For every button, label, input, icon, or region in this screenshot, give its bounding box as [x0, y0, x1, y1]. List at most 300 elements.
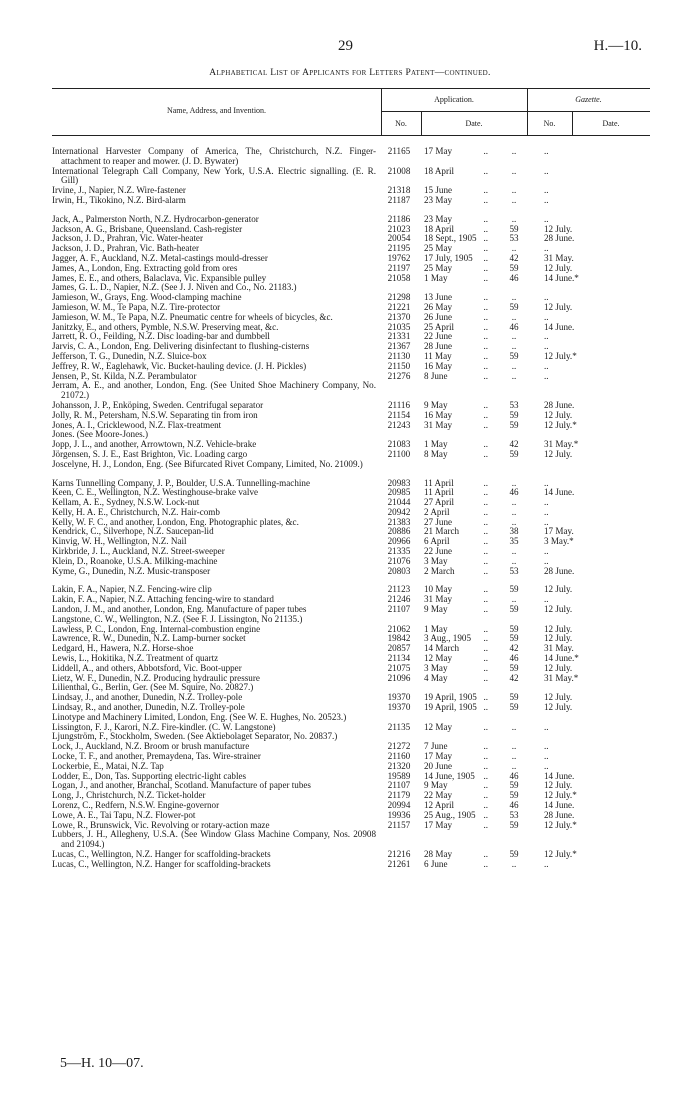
applicant-entry	[52, 567, 382, 577]
application-date-value: 3 May	[424, 555, 448, 566]
application-date	[416, 567, 492, 577]
applicant-entry-text: Jones. (See Moore-Jones.)	[52, 429, 148, 440]
applicant-entry	[52, 147, 382, 167]
gazette-number-value: 59	[509, 633, 519, 644]
leader-dots: ..	[483, 311, 488, 322]
application-date-value: 12 May	[424, 721, 453, 732]
application-number-value: 19589	[387, 770, 411, 781]
applicant-row	[52, 167, 650, 187]
application-date-value: 27 June	[424, 516, 453, 527]
gazette-number-value: 46	[509, 770, 519, 781]
application-number-value: 20966	[387, 536, 411, 547]
application-number-value: 20983	[387, 477, 411, 488]
application-number-value: 21331	[387, 331, 411, 342]
applicant-entry-text: Karns Tunnelling Company, J. P., Boulder, U.S.A. Tunnelling-machine	[52, 477, 310, 488]
gazette-number	[492, 147, 536, 157]
application-date-value: 17 July, 1905	[424, 252, 473, 263]
application-date-value: 12 April	[424, 800, 455, 810]
gazette-date-value: ..	[544, 341, 549, 352]
applicant-entry-text: Lietz, W. F., Dunedin, N.Z. Producing hydraulic pressure	[52, 672, 260, 683]
application-number-value: 21130	[387, 350, 411, 361]
application-date-value: 4 May	[424, 672, 448, 683]
gazette-number-value: 46	[509, 272, 519, 283]
gazette-number-value: 42	[509, 643, 519, 654]
applicant-entry-text: Jack, A., Palmerston North, N.Z. Hydrocarbon-generator	[52, 213, 259, 224]
application-date	[416, 167, 492, 177]
applicant-entry	[52, 196, 382, 206]
application-date-value: 27 April	[424, 497, 455, 508]
leader-dots: ..	[483, 243, 488, 254]
gazette-number	[492, 196, 536, 206]
application-date-value: 31 May	[424, 594, 453, 605]
header-bottom-rule	[52, 135, 650, 136]
application-date-value: 25 April	[424, 321, 455, 332]
gazette-number	[492, 372, 536, 382]
gazette-number-value: 59	[509, 662, 519, 673]
gazette-no-header: No.	[543, 119, 556, 128]
gazette-date	[536, 450, 612, 460]
applicant-entry-text: Lissington, F. J., Karori, N.Z. Fire-kindler. (C. W. Langstone)	[52, 721, 276, 732]
gazette-number-value: 59	[509, 604, 519, 615]
gazette-date-value: 12 July.	[544, 409, 573, 420]
leader-dots: ..	[483, 858, 488, 869]
application-date	[416, 147, 492, 157]
application-date-value: 14 June, 1905	[424, 770, 475, 781]
application-date-value: 1 May	[424, 623, 448, 634]
application-number	[382, 147, 416, 157]
gazette-number	[492, 167, 536, 177]
application-date-value: 8 June	[424, 370, 448, 381]
application-date-value: 22 June	[424, 546, 453, 557]
leader-dots: ..	[483, 721, 488, 732]
leader-dots: ..	[483, 741, 488, 752]
application-date-value: 2 March	[424, 565, 455, 576]
application-date	[416, 605, 492, 615]
gazette-number-value: 46	[509, 653, 519, 664]
application-date-value: 2 April	[424, 506, 450, 517]
gazette-date-value: ..	[544, 331, 549, 342]
application-date-value: 28 May	[424, 848, 453, 859]
application-number-value: 20994	[387, 800, 411, 810]
applicant-row	[52, 196, 650, 206]
application-date-value: 1 May	[424, 272, 448, 283]
application-column-header: Application.	[434, 95, 474, 104]
application-date	[416, 372, 492, 382]
application-number	[382, 703, 416, 713]
gazette-date-value: 28 June.	[544, 233, 575, 244]
application-number-value: 21272	[387, 741, 411, 752]
gazette-number-value: 59	[509, 448, 519, 459]
applicant-entry-text: Long, J., Christchurch, N.Z. Ticket-holder	[52, 790, 206, 801]
applicant-entry	[52, 860, 382, 870]
gazette-date-value: ..	[544, 497, 549, 508]
applicant-entry-text: Lucas, C., Wellington, N.Z. Hanger for scaffolding-brackets	[52, 848, 271, 859]
leader-dots: ..	[483, 780, 488, 791]
gazette-number-value: ..	[511, 751, 517, 762]
applicant-row	[52, 830, 650, 850]
applicant-entry-text: Johansson, J. P., Enköping, Sweden. Centrifugal separator	[52, 399, 264, 410]
application-date-value: 15 June	[424, 185, 453, 196]
application-date-value: 11 May	[424, 350, 452, 361]
application-number-value: 21160	[387, 751, 411, 762]
application-number-value: 21008	[387, 165, 411, 176]
application-number-value: 19936	[387, 809, 411, 820]
gazette-date-value: 31 May.	[544, 643, 574, 654]
gazette-number-value: 59	[509, 301, 519, 312]
application-number-value: 21157	[387, 819, 411, 830]
application-date-value: 20 June	[424, 760, 453, 771]
gazette-date	[536, 196, 612, 206]
name-column-header: Name, Address, and Invention.	[166, 106, 267, 115]
applicant-entry-text: Kinvig, W. H., Wellington, N.Z. Nail	[52, 536, 187, 547]
application-number-value: 21083	[387, 439, 411, 450]
application-number-value: 20054	[387, 233, 411, 244]
application-number	[382, 674, 416, 684]
leader-dots: ..	[483, 439, 488, 450]
gazette-number-value: 53	[509, 809, 519, 820]
gazette-number-value: ..	[511, 477, 517, 488]
application-number-value: 21187	[387, 194, 411, 205]
applicant-entry-text: Kirkbride, J. L., Auckland, N.Z. Street-sweeper	[52, 546, 225, 557]
applicant-entry-text: Lowe, R., Brunswick, Vic. Revolving or rotary-action maze	[52, 819, 270, 830]
application-date-value: 25 May	[424, 243, 453, 254]
application-date	[416, 723, 492, 733]
applicant-list	[52, 147, 650, 870]
application-date-value: 23 May	[424, 194, 453, 205]
applicant-entry	[52, 460, 382, 470]
application-date-value: 26 May	[424, 301, 453, 312]
gazette-date-value: 28 June.	[544, 809, 575, 820]
gazette-date-value: 12 July.	[544, 702, 573, 713]
application-number	[382, 450, 416, 460]
gazette-number-value: ..	[511, 858, 517, 869]
application-date-value: 9 May	[424, 780, 448, 791]
application-date-value: 1 May	[424, 439, 448, 450]
applicant-entry-text: James, E. E., and others, Balaclava, Vic. Expansible pulley	[52, 272, 267, 283]
leader-dots: ..	[483, 672, 488, 683]
applicant-entry-text: Jackson, J. D., Prahran, Vic. Bath-heater	[52, 243, 200, 254]
leader-dots: ..	[483, 301, 488, 312]
application-number-value: 19370	[387, 692, 411, 703]
application-number-value: 21367	[387, 341, 411, 352]
leader-dots: ..	[483, 526, 488, 537]
applicant-entry	[52, 167, 382, 187]
gazette-number-value: ..	[511, 741, 517, 752]
gazette-date-value: 14 June.	[544, 321, 575, 332]
applicant-entry-text: Jackson, A. G., Brisbane, Queensland. Cash-register	[52, 223, 243, 234]
application-date-value: 9 May	[424, 399, 448, 410]
gazette-number-value: 53	[509, 565, 519, 576]
leader-dots: ..	[483, 185, 488, 196]
gazette-number-value: 59	[509, 780, 519, 791]
application-number-value: 21075	[387, 662, 411, 673]
application-date-value: 9 May	[424, 604, 448, 615]
applicant-entry-text: Janitzky, E., and others, Pymble, N.S.W. Preserving meat, &c.	[52, 321, 279, 332]
gazette-date	[536, 821, 612, 831]
gazette-date-value: ..	[544, 185, 549, 196]
application-date	[416, 274, 492, 284]
gazette-date-value: ..	[544, 360, 549, 371]
gazette-number-value: ..	[511, 370, 517, 381]
leader-dots: ..	[483, 487, 488, 498]
gazette-date-value: 12 July.	[544, 662, 573, 673]
application-number-value: 21318	[387, 185, 411, 196]
leader-dots: ..	[483, 751, 488, 762]
application-date	[416, 674, 492, 684]
gazette-number-value: 59	[509, 419, 519, 430]
applicant-entry-text: Lewis, L., Hokitika, N.Z. Treatment of quartz	[52, 653, 219, 664]
gazette-date	[536, 372, 612, 382]
applicant-row	[52, 460, 650, 470]
application-date-value: 3 Aug., 1905	[424, 633, 471, 644]
application-date-value: 14 March	[424, 643, 460, 654]
application-date-value: 21 March	[424, 526, 460, 537]
applicant-entry-text: Jerram, A. E., and another, London, Eng. (See United Shoe Machinery Company, No. 21072.)	[52, 380, 376, 401]
gazette-date-value: 14 June.	[544, 487, 575, 498]
gazette-date-value: 12 July.	[544, 780, 573, 791]
application-date-value: 18 Sept., 1905	[424, 233, 477, 244]
applicant-row	[52, 147, 650, 167]
leader-dots: ..	[483, 555, 488, 566]
application-number-value: 21107	[387, 780, 411, 791]
gazette-date-value: ..	[544, 721, 549, 732]
applicant-entry-text: Lawless, P. C., London, Eng. Internal-combustion engine	[52, 623, 261, 634]
applicant-entry-text: Jamieson, W. M., Te Papa, N.Z. Tire-protector	[52, 301, 221, 312]
gazette-date-value: 14 June.*	[544, 272, 579, 283]
applicant-entry-text: Irwin, H., Tikokino, N.Z. Bird-alarm	[52, 194, 186, 205]
gazette-date-header: Date.	[602, 119, 620, 128]
list-title: Alphabetical List of Applicants for Letters Patent—continued.	[209, 68, 491, 78]
applicant-entry-text: Jolly, R. M., Petersham, N.S.W. Separating tin from iron	[52, 409, 258, 420]
gazette-number	[492, 703, 536, 713]
leader-dots: ..	[483, 809, 488, 820]
applicant-entry-text: Lodder, E., Don, Tas. Supporting electric-light cables	[52, 770, 247, 781]
application-number-value: 21100	[387, 448, 411, 459]
leader-dots: ..	[483, 516, 488, 527]
gazette-number-value: ..	[511, 516, 517, 527]
leader-dots: ..	[483, 360, 488, 371]
application-date-value: 26 June	[424, 311, 453, 322]
application-date-value: 7 June	[424, 741, 448, 752]
application-date-value: 16 May	[424, 409, 453, 420]
application-date-value: 11 April	[424, 487, 454, 498]
applicant-entry-text: Jackson, J. D., Prahran, Vic. Water-heater	[52, 233, 203, 244]
application-date-value: 18 April	[424, 223, 455, 234]
application-number	[382, 421, 416, 431]
gazette-number-value: ..	[511, 497, 517, 508]
application-date-value: 25 Aug., 1905	[424, 809, 476, 820]
leader-dots: ..	[483, 194, 488, 205]
applicant-entry-text: Jörgensen, S. J. E., East Brighton, Vic. Loading cargo	[52, 448, 248, 459]
application-number	[382, 196, 416, 206]
application-number-value: 20942	[387, 506, 411, 517]
gazette-number-value: 59	[509, 350, 519, 361]
application-date-value: 28 June	[424, 341, 453, 352]
gazette-date-value: 12 July.	[544, 692, 573, 703]
application-number-value: 20857	[387, 643, 411, 654]
application-number-value: 21335	[387, 546, 411, 557]
leader-dots: ..	[483, 819, 488, 830]
applicant-entry-text: Keen, C. E., Wellington, N.Z. Westinghouse-brake valve	[52, 487, 259, 498]
application-number-value: 21107	[387, 604, 411, 615]
application-number-value: 21023	[387, 223, 411, 234]
application-number-value: 21243	[387, 419, 411, 430]
applicant-entry-text: Jopp, J. L., and another, Arrowtown, N.Z. Vehicle-brake	[52, 439, 257, 450]
header-mid-rule	[381, 111, 650, 112]
leader-dots: ..	[483, 536, 488, 547]
gazette-number-value: 42	[509, 252, 519, 263]
application-number-value: 20985	[387, 487, 411, 498]
gazette-date-value: ..	[544, 741, 549, 752]
applicant-entry-text: Logan, J., and another, Branchal, Scotland. Manufacture of paper tubes	[52, 780, 311, 791]
gazette-number-value: 59	[509, 262, 519, 273]
leader-dots: ..	[483, 292, 488, 303]
leader-dots: ..	[483, 584, 488, 595]
gazette-number-value: ..	[511, 165, 517, 176]
applicant-entry-text: Ledgard, H., Hawera, N.Z. Horse-shoe	[52, 643, 194, 654]
gazette-number-value: 59	[509, 409, 519, 420]
applicant-row	[52, 381, 650, 401]
gazette-date-value: ..	[544, 194, 549, 205]
gazette-date	[536, 703, 612, 713]
application-date-value: 31 May	[424, 419, 453, 430]
gazette-date-value: ..	[544, 370, 549, 381]
gazette-number	[492, 723, 536, 733]
leader-dots: ..	[483, 702, 488, 713]
gazette-date-value: 12 July.	[544, 301, 573, 312]
leader-dots: ..	[483, 623, 488, 634]
gazette-date-value: 31 May.*	[544, 672, 579, 683]
gazette-date-value: ..	[544, 516, 549, 527]
gazette-date-value: ..	[544, 213, 549, 224]
application-number-value: 21221	[387, 301, 411, 312]
gazette-number-value: 59	[509, 790, 519, 801]
application-date	[416, 450, 492, 460]
gazette-date-value: 12 July.	[544, 604, 573, 615]
application-number-value: 21154	[387, 409, 411, 420]
application-date-value: 25 May	[424, 262, 453, 273]
gazette-date-value: 14 June.	[544, 770, 575, 781]
gazette-number-value: 59	[509, 702, 519, 713]
gazette-date-value: 12 July.	[544, 584, 573, 595]
leader-dots: ..	[483, 223, 488, 234]
gazette-number	[492, 567, 536, 577]
application-date-value: 22 May	[424, 790, 453, 801]
application-date-value: 19 April, 1905	[424, 702, 477, 713]
leader-dots: ..	[483, 262, 488, 273]
applicant-entry-text: Lakin, F. A., Napier, N.Z. Fencing-wire clip	[52, 584, 212, 595]
applicant-entry-text: International Telegraph Call Company, New York, U.S.A. Electric signalling. (E. R. Gill)	[52, 165, 376, 186]
leader-dots: ..	[483, 848, 488, 859]
leader-dots: ..	[483, 643, 488, 654]
applicant-entry-text: Jefferson, T. G., Dunedin, N.Z. Sluice-box	[52, 350, 207, 361]
application-number	[382, 167, 416, 177]
applicant-entry-text: Ljungström, F., Stockholm, Sweden. (See Aktiebolaget Separator, No. 20837.)	[52, 731, 338, 742]
gazette-number-value: ..	[511, 194, 517, 205]
applicant-entry-text: Jensen, P., St. Kilda, N.Z. Perambulator	[52, 370, 197, 381]
gazette-date	[536, 147, 612, 157]
application-number-value: 21062	[387, 623, 411, 634]
gazette-date	[536, 274, 612, 284]
applicant-entry-text: Liddell, A., and others, Abbotsford, Vic. Boot-upper	[52, 662, 242, 673]
gazette-date	[536, 167, 612, 177]
applicant-entry-text: Kelly, H. A. E., Christchurch, N.Z. Hair-comb	[52, 506, 220, 517]
application-number-value: 19762	[387, 252, 411, 263]
gazette-date	[536, 567, 612, 577]
application-date-value: 6 June	[424, 858, 448, 869]
application-number-value: 21276	[387, 370, 411, 381]
table-header	[52, 88, 650, 136]
application-number-value: 21165	[387, 146, 411, 156]
applicant-entry-text: Jagger, A. F., Auckland, N.Z. Metal-castings mould-dresser	[52, 252, 268, 263]
page-footer: 5—H. 10—07.	[60, 1056, 144, 1071]
gazette-date-value: ..	[544, 858, 549, 869]
application-number	[382, 372, 416, 382]
application-number-value: 21298	[387, 292, 411, 303]
gazette-number	[492, 421, 536, 431]
application-number	[382, 605, 416, 615]
gazette-number-value: 59	[509, 848, 519, 859]
gazette-date-value: ..	[544, 311, 549, 322]
gazette-number-value: ..	[511, 760, 517, 771]
gazette-number-value: ..	[511, 555, 517, 566]
applicant-entry-text: Kellam, A. E., Sydney, N.S.W. Lock-nut	[52, 497, 200, 508]
gazette-number-value: ..	[511, 213, 517, 224]
gazette-number-value: ..	[511, 360, 517, 371]
applicant-entry-text: Kyme, G., Dunedin, N.Z. Music-transposer	[52, 565, 211, 576]
application-number-value: 21179	[387, 790, 411, 801]
gazette-date-value: 3 May.*	[544, 536, 574, 547]
application-number-value: 19370	[387, 702, 411, 713]
application-number	[382, 860, 416, 870]
application-number-value: 19842	[387, 633, 411, 644]
gazette-number-value: ..	[511, 721, 517, 732]
application-date-value: 17 May	[424, 819, 453, 830]
leader-dots: ..	[483, 594, 488, 605]
gazette-number-value: 38	[509, 526, 519, 537]
leader-dots: ..	[483, 653, 488, 664]
applicant-entry-text: Lock, J., Auckland, N.Z. Broom or brush manufacture	[52, 741, 250, 752]
gazette-number	[492, 605, 536, 615]
application-date	[416, 703, 492, 713]
gazette-date-value: ..	[544, 243, 549, 254]
gazette-date-value: 14 June.	[544, 800, 575, 810]
application-date	[416, 421, 492, 431]
applicant-entry-text: Lowe, A. E., Tai Tapu, N.Z. Flower-pot	[52, 809, 196, 820]
application-date-value: 3 May	[424, 662, 448, 673]
applicant-entry	[52, 830, 382, 850]
gazette-number	[492, 450, 536, 460]
application-number-value: 21076	[387, 555, 411, 566]
applicant-entry-text: Jamieson, W. M., Te Papa, N.Z. Pneumatic centre for wheels of bicycles, &c.	[52, 311, 333, 322]
applicant-entry-text: Jamieson, W., Grays, Eng. Wood-clamping machine	[52, 292, 242, 303]
gazette-number-value: 59	[509, 692, 519, 703]
gazette-date	[536, 605, 612, 615]
gazette-date-value: ..	[544, 292, 549, 303]
gazette-number	[492, 274, 536, 284]
leader-dots: ..	[483, 419, 488, 430]
gazette-number-value: 59	[509, 223, 519, 234]
gazette-date-value: ..	[544, 146, 549, 156]
gazette-number-value: ..	[511, 331, 517, 342]
leader-dots: ..	[483, 604, 488, 615]
gazette-date	[536, 421, 612, 431]
applicant-entry-text: James, G. L. D., Napier, N.Z. (See J. J. Niven and Co., No. 21183.)	[52, 282, 297, 293]
applicant-entry-text: Locke, T. F., and another, Premaydena, Tas. Wire-strainer	[52, 751, 261, 762]
gazette-number-value: 53	[509, 399, 519, 410]
gazette-date-value: 12 July.*	[544, 790, 577, 801]
leader-dots: ..	[483, 252, 488, 263]
